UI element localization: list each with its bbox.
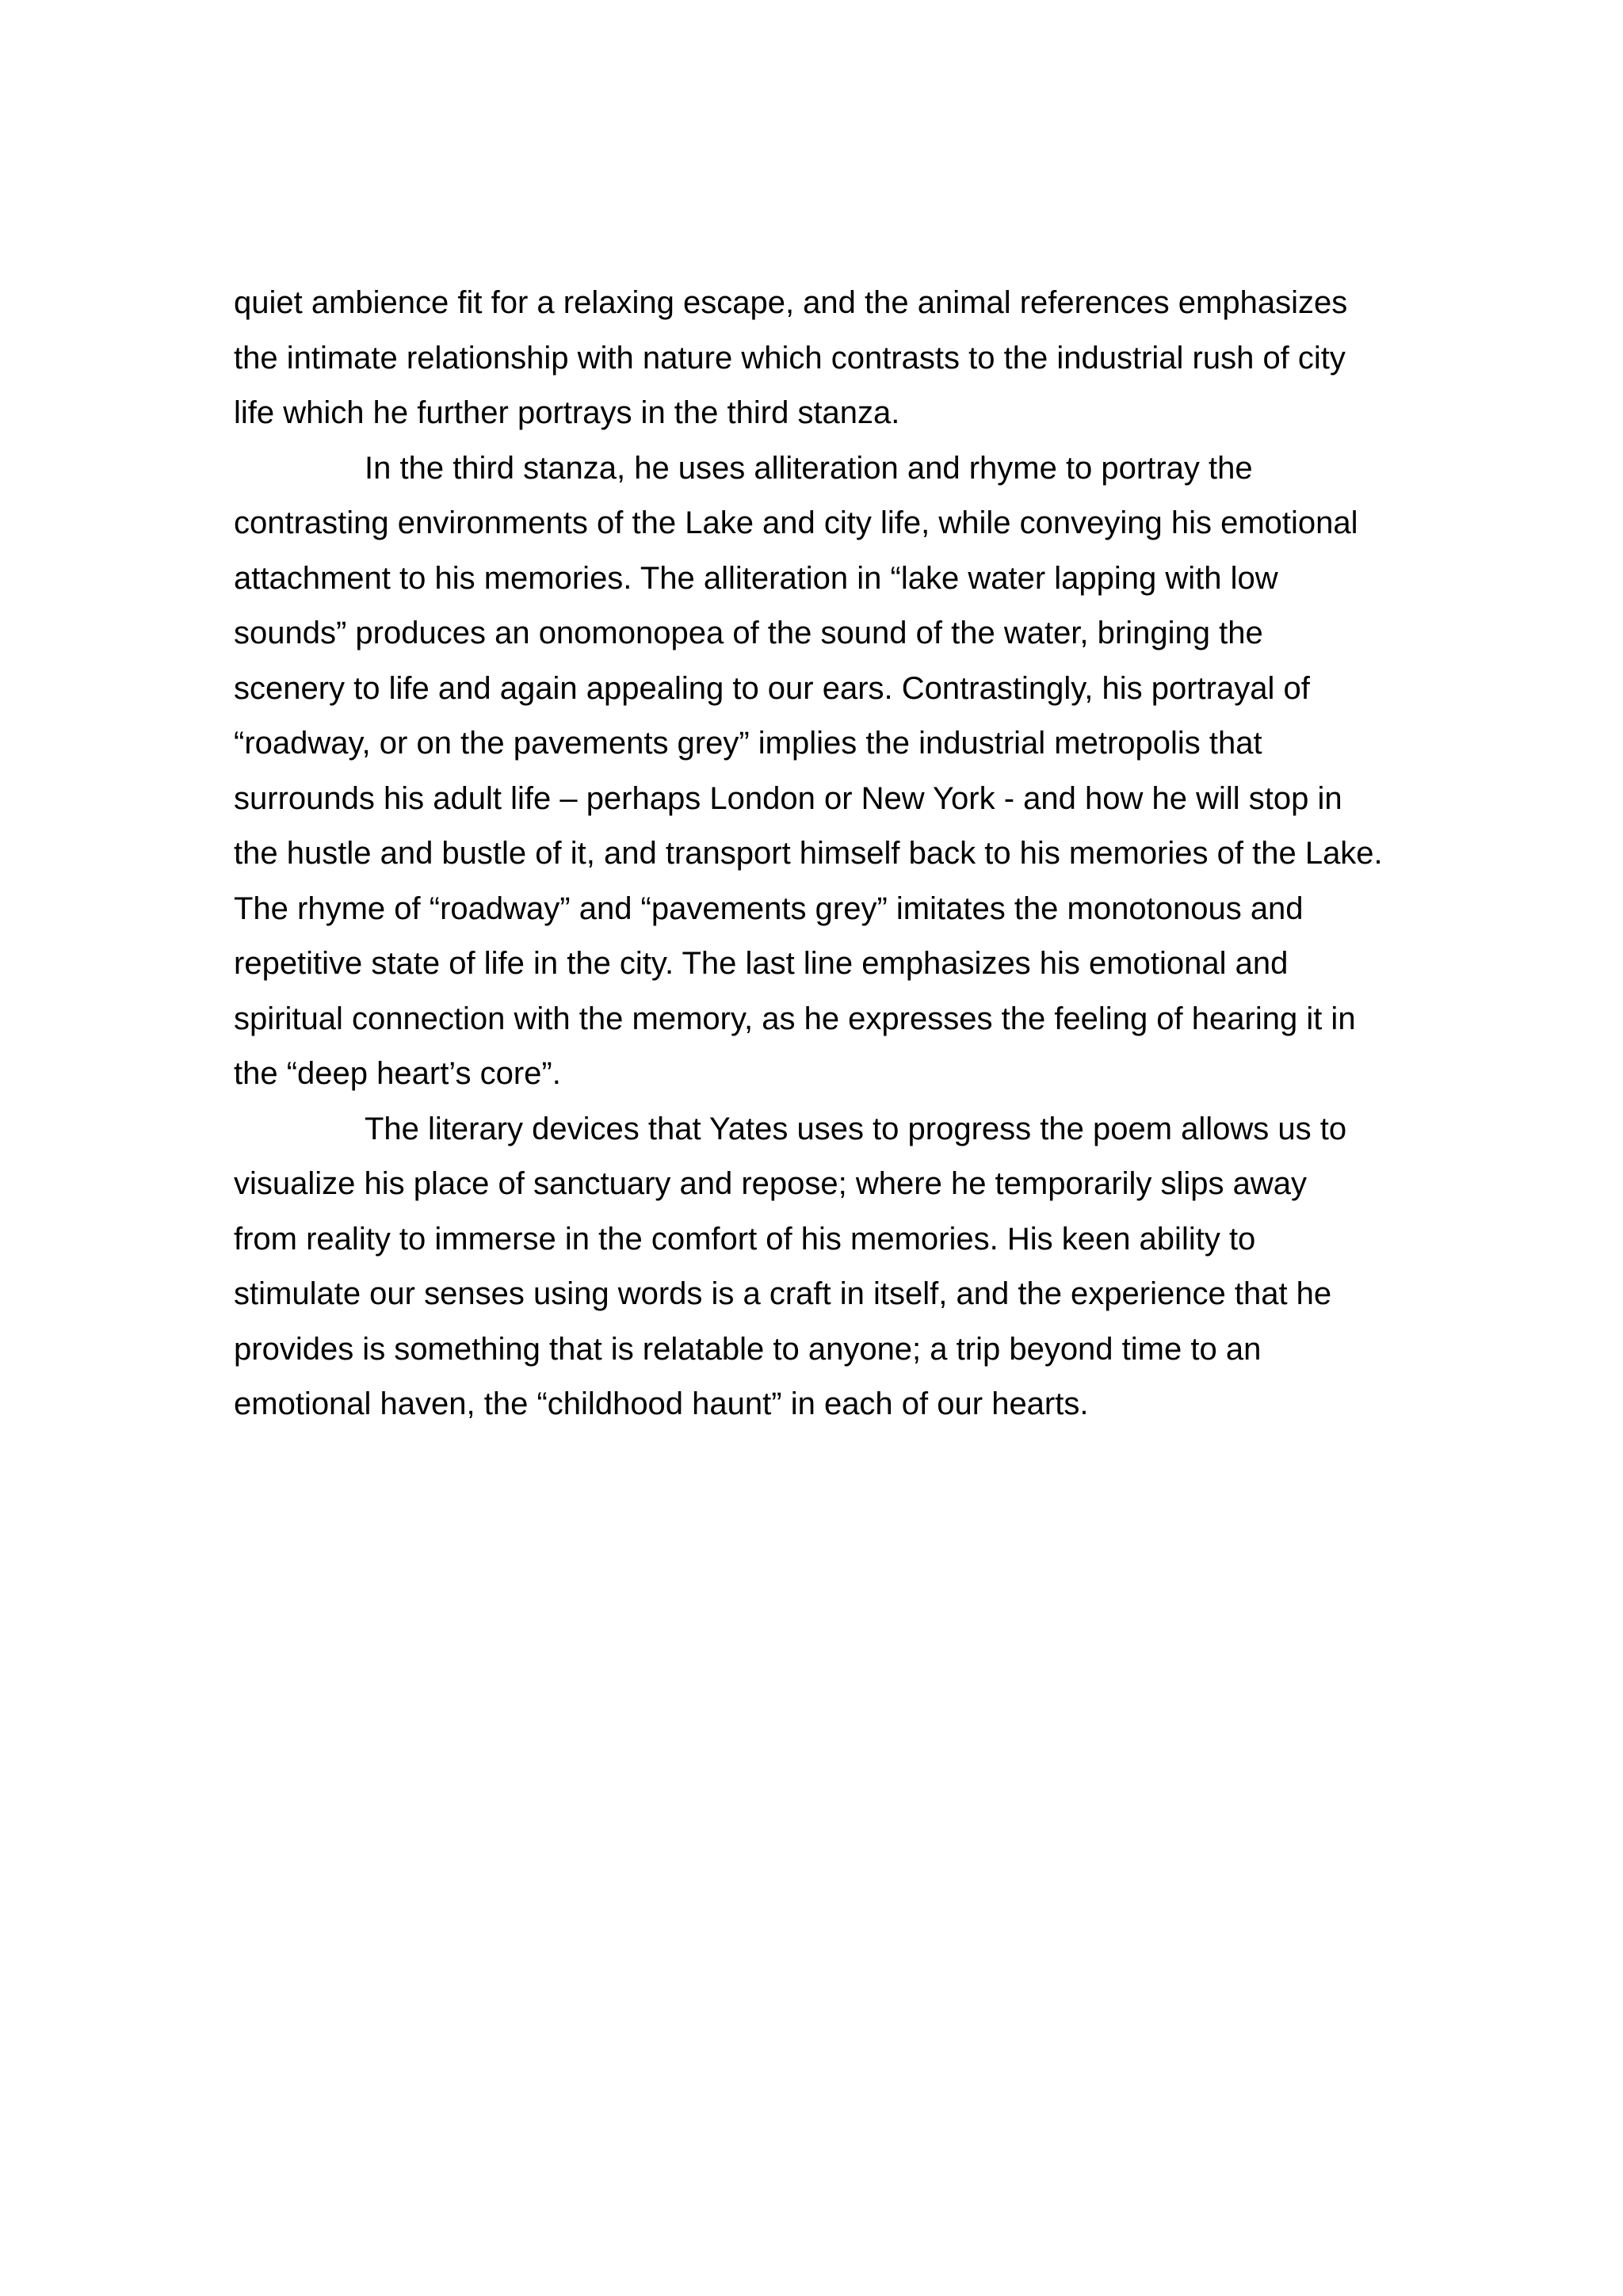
text-line: the hustle and bustle of it, and transport himself back to his memories of the Lake. [234, 836, 1383, 871]
text-line: surrounds his adult life – perhaps London or New York - and how he will stop in [234, 780, 1342, 816]
text-line: In the third stanza, he uses alliteration and rhyme to portray the [365, 450, 1253, 486]
essay-body [234, 276, 1423, 1432]
paragraph-3 [234, 1102, 1423, 1432]
text-line: “roadway, or on the pavements grey” implies the industrial metropolis that [234, 726, 1262, 761]
text-line: the intimate relationship with nature which contrasts to the industrial rush of city [234, 340, 1346, 376]
paragraph-2 [234, 441, 1423, 1102]
text-line: life which he further portrays in the third stanza. [234, 395, 900, 430]
text-line: contrasting environments of the Lake and city life, while conveying his emotional [234, 505, 1358, 540]
text-line: stimulate our senses using words is a craft in itself, and the experience that he [234, 1276, 1332, 1311]
text-line: provides is something that is relatable to anyone; a trip beyond time to an [234, 1331, 1262, 1367]
text-line: quiet ambience fit for a relaxing escape, and the animal references emphasizes [234, 285, 1348, 320]
text-line: The literary devices that Yates uses to progress the poem allows us to [365, 1111, 1347, 1146]
text-line: The rhyme of “roadway” and “pavements grey” imitates the monotonous and [234, 891, 1304, 926]
text-line: visualize his place of sanctuary and repose; where he temporarily slips away [234, 1166, 1308, 1201]
paragraph-1 [234, 276, 1423, 441]
text-line: the “deep heart’s core”. [234, 1056, 561, 1091]
text-line: repetitive state of life in the city. The last line emphasizes his emotional and [234, 946, 1289, 981]
text-line: attachment to his memories. The alliteration in “lake water lapping with low [234, 560, 1278, 596]
text-line: spiritual connection with the memory, as he expresses the feeling of hearing it in [234, 1001, 1356, 1036]
text-line: emotional haven, the “childhood haunt” in each of our hearts. [234, 1386, 1089, 1421]
text-line: sounds” produces an onomonopea of the sound of the water, bringing the [234, 616, 1263, 650]
text-line: from reality to immerse in the comfort of his memories. His keen ability to [234, 1221, 1256, 1257]
text-line: scenery to life and again appealing to our ears. Contrastingly, his portrayal of [234, 670, 1310, 706]
